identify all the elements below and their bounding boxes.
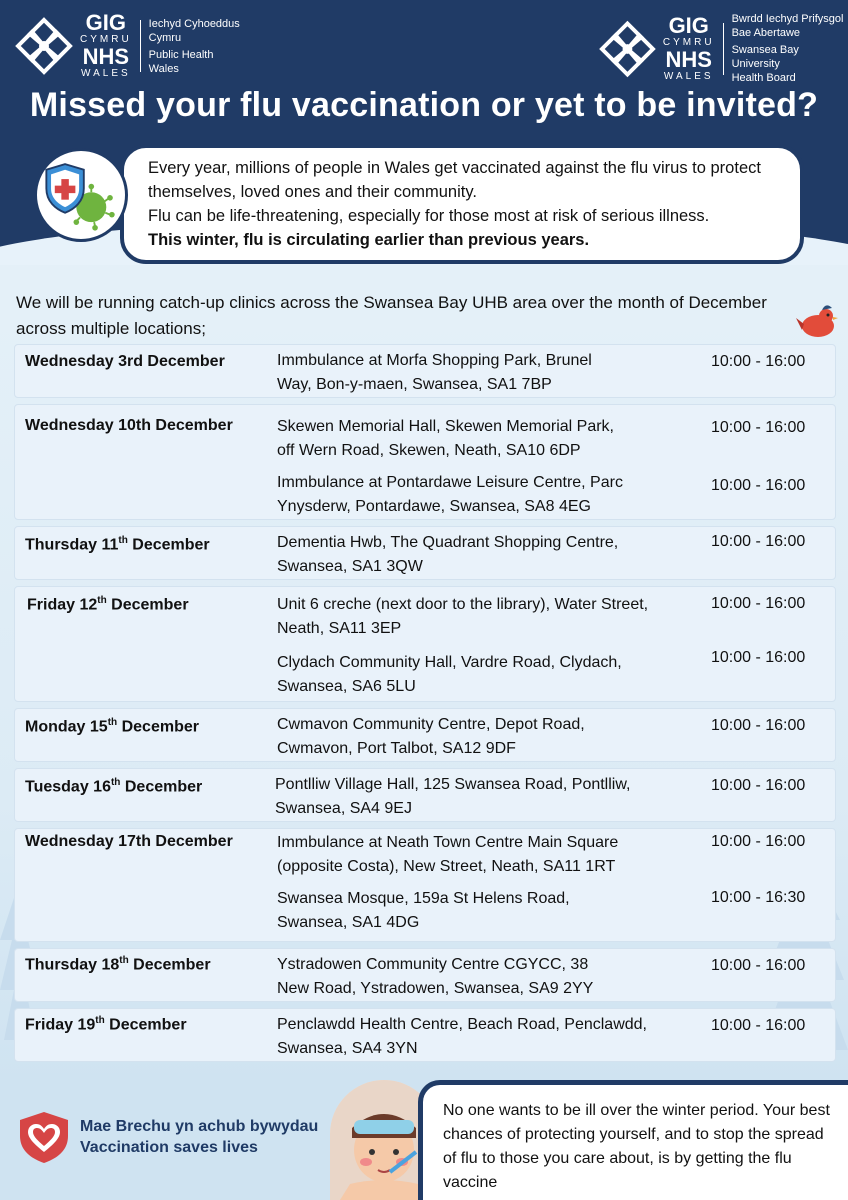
logo-line-4: Health Board	[731, 72, 796, 84]
logo-cymru: CYMRU	[80, 34, 132, 45]
clinic-address	[277, 713, 697, 761]
clinic-row	[14, 344, 836, 398]
address-line-2: (opposite Costa), New Street, Neath, SA11 1RT	[277, 858, 616, 875]
closing-message-box	[418, 1080, 848, 1200]
slogan-english: Vaccination saves lives	[80, 1139, 258, 1156]
address-line-1: Skewen Memorial Hall, Skewen Memorial Park,	[277, 418, 614, 435]
clinic-time: 10:00 - 16:00	[711, 777, 806, 794]
logo-line-3: Public Health	[148, 48, 214, 61]
address-line-1: Unit 6 creche (next door to the library), Water Street,	[277, 596, 649, 613]
address-line-2: off Wern Road, Skewen, Neath, SA10 6DP	[277, 442, 581, 459]
day-text: Friday 19	[25, 1016, 96, 1034]
intro-paragraph-3: This winter, flu is circulating earlier than previous years.	[148, 231, 590, 249]
logo-divider	[140, 20, 141, 72]
intro-paragraph-1: Every year, millions of people in Wales get vaccinated against the flu virus to protect themselves, loved ones and their community.	[148, 159, 761, 201]
logo-wales: WALES	[663, 70, 714, 82]
clinic-row	[14, 768, 836, 822]
clinic-address	[277, 887, 697, 935]
clinic-day	[25, 955, 211, 974]
logo-gig: GIG	[85, 10, 126, 35]
clinic-address	[277, 349, 697, 397]
logo-line-3: Swansea Bay University	[731, 44, 799, 70]
clinic-row	[14, 708, 836, 762]
clinic-row	[14, 1008, 836, 1062]
clinic-row	[14, 404, 836, 520]
clinic-day	[25, 717, 199, 736]
public-health-wales-logo	[14, 12, 240, 80]
clinic-row	[14, 948, 836, 1002]
clinic-day	[25, 777, 202, 796]
address-line-1: Pontlliw Village Hall, 125 Swansea Road, Pontlliw,	[275, 776, 631, 793]
logo-cymru: CYMRU	[662, 36, 715, 48]
clinic-day: Wednesday 17th December	[25, 833, 233, 850]
intro-box	[120, 144, 804, 264]
clinic-time: 10:00 - 16:00	[711, 717, 806, 734]
clinic-time: 10:00 - 16:00	[711, 595, 806, 612]
clinic-row	[14, 526, 836, 580]
clinic-address	[277, 531, 697, 579]
clinic-time: 10:00 - 16:00	[711, 833, 806, 850]
clinic-address	[277, 593, 697, 641]
day-month: December	[106, 596, 189, 614]
day-text: Thursday 11	[25, 536, 119, 554]
swansea-bay-logo	[598, 12, 848, 85]
day-month: December	[117, 718, 199, 736]
clinic-address	[277, 831, 697, 879]
day-text: Tuesday 16	[25, 778, 111, 796]
clinic-address	[277, 651, 697, 699]
clinic-address	[277, 471, 697, 519]
logo-gig: GIG	[668, 12, 709, 38]
address-line-2: Cwmavon, Port Talbot, SA12 9DF	[277, 740, 516, 757]
clinic-row	[14, 828, 836, 942]
slogan	[80, 1116, 318, 1158]
address-line-1: Immbulance at Morfa Shopping Park, Brunel	[277, 352, 592, 369]
address-line-2: Swansea, SA1 3QW	[277, 558, 423, 575]
clinic-row	[14, 586, 836, 702]
shield-virus-icon	[34, 148, 128, 242]
clinic-time: 10:00 - 16:00	[711, 533, 806, 550]
logo-wales: WALES	[81, 68, 131, 79]
day-month: December	[104, 1016, 187, 1034]
address-line-1: Immbulance at Pontardawe Leisure Centre, Parc	[277, 474, 623, 491]
day-text: Monday 15	[25, 718, 108, 736]
nhs-wales-emblem-icon	[14, 16, 74, 76]
clinic-day	[25, 1015, 187, 1034]
clinic-day	[27, 595, 189, 614]
address-line-1: Ystradowen Community Centre CGYCC, 38	[277, 956, 589, 973]
heart-shield-icon	[18, 1110, 70, 1164]
address-line-2: Swansea, SA6 5LU	[277, 678, 416, 695]
address-line-2: Ynysderw, Pontardawe, Swansea, SA8 4EG	[277, 498, 591, 515]
address-line-2: Swansea, SA4 9EJ	[275, 800, 412, 817]
intro-paragraph-2: Flu can be life-threatening, especially for those most at risk of serious illness.	[148, 207, 710, 225]
logo-nhs: NHS	[82, 44, 130, 69]
day-text: Friday 12	[27, 596, 98, 614]
logo-org-name	[149, 17, 240, 76]
address-line-2: New Road, Ystradowen, Swansea, SA9 2YY	[277, 980, 594, 997]
address-line-1: Cwmavon Community Centre, Depot Road,	[277, 716, 585, 733]
logo-divider	[723, 23, 724, 75]
robin-bird-icon	[796, 300, 840, 340]
day-month: December	[127, 536, 210, 554]
clinic-time: 10:00 - 16:30	[711, 889, 806, 906]
address-line-1: Penclawdd Health Centre, Beach Road, Penclawdd,	[277, 1016, 647, 1033]
clinic-day: Wednesday 3rd December	[25, 353, 225, 370]
day-ordinal: th	[119, 955, 129, 966]
clinic-address	[275, 773, 695, 821]
nhs-wales-emblem-icon	[598, 19, 657, 79]
logo-line-4: Wales	[148, 62, 179, 75]
clinic-time: 10:00 - 16:00	[711, 649, 806, 666]
day-ordinal: th	[118, 535, 128, 546]
address-line-1: Clydach Community Hall, Vardre Road, Clydach,	[277, 654, 622, 671]
day-month: December	[128, 956, 211, 974]
clinic-address	[277, 415, 697, 463]
logo-line-2: Bae Abertawe	[731, 27, 801, 39]
address-line-1: Dementia Hwb, The Quadrant Shopping Centre,	[277, 534, 619, 551]
address-line-2: Neath, SA11 3EP	[277, 620, 402, 637]
clinic-time: 10:00 - 16:00	[711, 477, 806, 494]
clinics-intro-text: We will be running catch-up clinics across the Swansea Bay UHB area over the month of December across multiple locations;	[16, 293, 767, 338]
day-ordinal: th	[110, 777, 121, 788]
clinic-time: 10:00 - 16:00	[711, 957, 806, 974]
clinic-day	[25, 535, 210, 554]
closing-message: No one wants to be ill over the winter period. Your best chances of protecting yourself, and to stop the spread of flu to those you care about, is by getting the flu vaccine	[443, 1102, 830, 1191]
slogan-welsh: Mae Brechu yn achub bywydau	[80, 1118, 319, 1135]
logo-line-2: Cymru	[148, 31, 182, 44]
day-ordinal: th	[107, 717, 118, 728]
day-month: December	[120, 778, 203, 796]
logo-nhs: NHS	[665, 46, 712, 72]
clinic-address	[277, 1013, 697, 1061]
address-line-2: Swansea, SA4 3YN	[277, 1040, 418, 1057]
clinic-time: 10:00 - 16:00	[711, 353, 806, 370]
clinic-time: 10:00 - 16:00	[711, 419, 806, 436]
address-line-2: Way, Bon-y-maen, Swansea, SA1 7BP	[277, 376, 552, 393]
day-ordinal: th	[95, 1015, 105, 1026]
day-text: Thursday 18	[25, 956, 120, 974]
logo-line-1: Iechyd Cyhoeddus	[148, 17, 240, 30]
day-ordinal: th	[97, 595, 107, 606]
address-line-2: Swansea, SA1 4DG	[277, 914, 420, 931]
logo-org-name	[732, 12, 848, 85]
address-line-1: Immbulance at Neath Town Centre Main Square	[277, 834, 619, 851]
address-line-1: Swansea Mosque, 159a St Helens Road,	[277, 890, 570, 907]
clinic-time: 10:00 - 16:00	[711, 1017, 806, 1034]
logo-line-1: Bwrdd Iechyd Prifysgol	[731, 13, 844, 25]
clinic-day: Wednesday 10th December	[25, 417, 233, 434]
page-title: Missed your flu vaccination or yet to be invited?	[29, 86, 819, 124]
clinic-address	[277, 953, 697, 1001]
